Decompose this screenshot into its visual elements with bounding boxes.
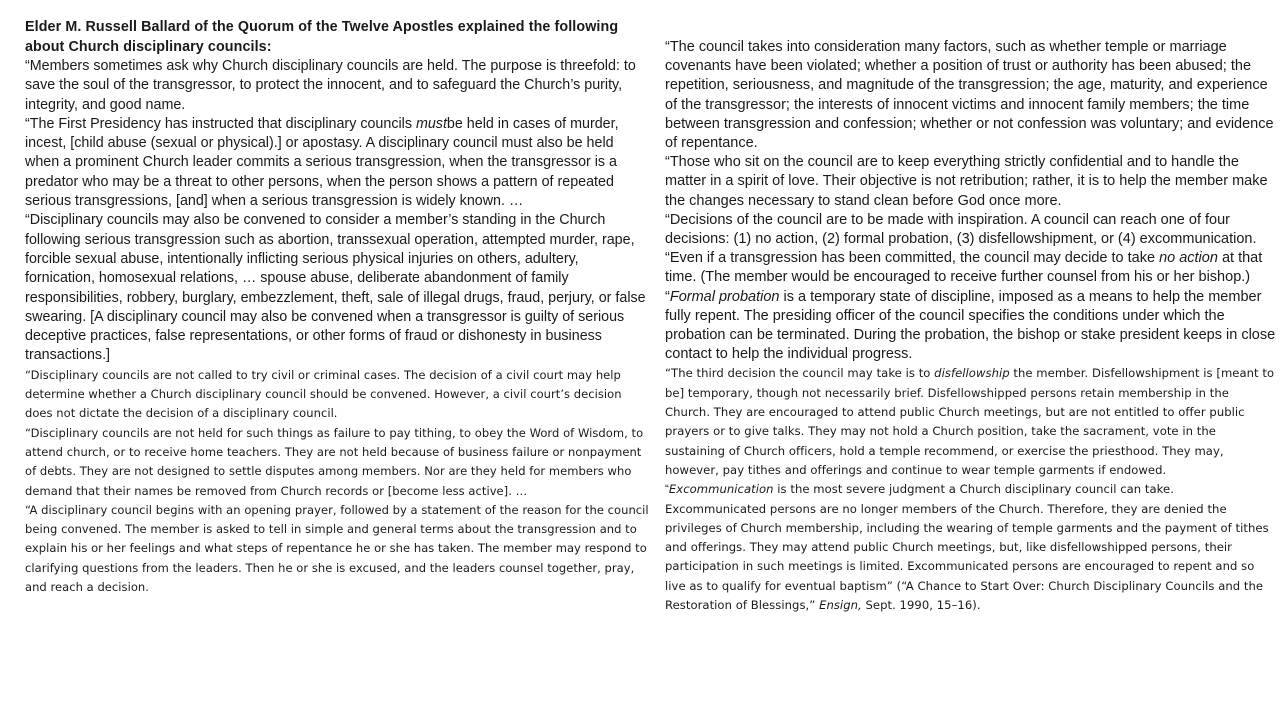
open-quote: “ <box>665 483 669 497</box>
quote-convened-transgressions: “Disciplinary councils may also be convened to consider a member’s standing in the Church following serious transgression such as abortion, transsexual operation, attempted murder, rape, forcible sexual abuse, intentionally inflicting serious physical injuries on others, adultery, fornication, homosexual relations, … spouse abuse, deliberate abandonment of family responsibilities, robbery, burglary, embezzlement, theft, sale of illegal drugs, fraud, perjury, or false swearing. [A disciplinary council may also be convened when a transgressor is guilty of serious deceptive practices, false representations, or other forms of fraud or dishonesty in business transactions.] <box>25 212 646 364</box>
quote-disfellowship <box>665 364 1277 480</box>
citation-date: Sept. 1990, 15–16). <box>861 598 981 613</box>
quote-four-decisions: “Decisions of the council are to be made with inspiration. A council can reach one of four decisions: (1) no action, (2) formal probation, (3) disfellowshipment, or (4) excommunication. <box>665 211 1257 248</box>
quote-no-action-start: “Even if a transgression has been committed, the council may decide to take <box>665 250 1160 267</box>
quote-purpose: “Members sometimes ask why Church disciplinary councils are held. The purpose is threefold: to save the soul of the transgressor, to protect the innocent, and to safeguard the Church’s purity, integrity, and good name. <box>25 58 636 113</box>
quote-disfellowship-start: “The third decision the council may take is to <box>665 366 935 381</box>
quote-excommunication <box>665 480 1277 615</box>
quote-no-action-end: at that time. (The member would be encouraged to receive further counsel from his or her bishop.) <box>665 250 1263 286</box>
emphasis-must: must <box>415 115 447 132</box>
emphasis-excommunication: Excommunication <box>668 482 774 497</box>
quote-council-procedure: “A disciplinary council begins with an opening prayer, followed by a statement of the reason for the council being convened. The member is asked to tell in simple and general terms about the transgression and to explain his or her feelings and what steps of repentance he or she has taken. The member may respond to clarifying questions from the leaders. Then he or she is excused, and the leaders counsel together, pray, and reach a decision. <box>25 502 649 595</box>
quote-confidential: “Those who sit on the council are to keep everything strictly confidential and to handle the matter in a spirit of love. Their objective is not retribution; rather, it is to help the member make the changes necessary to stand clean before God once more. <box>665 154 1268 209</box>
quote-disfellowship-end: the member. Disfellowshipment is [meant to be] temporary, though not necessarily brief. Disfellowshipped persons retain membership in the Church. They are encouraged to attend public Church meetings, but are not entitled to offer public prayers or to give talks. They may not hold a Church position, take the sacrament, vote in the sustaining of Church officers, hold a temple recommend, or exercise the priesthood. They may, however, pay tithes and offerings and continue to wear temple garments if endowed. <box>665 366 1275 477</box>
citation-ensign: Ensign, <box>819 598 862 613</box>
left-column <box>25 18 650 597</box>
right-column <box>665 38 1277 615</box>
quote-formal-probation <box>665 288 1277 365</box>
emphasis-no-action: no action <box>1159 250 1218 267</box>
quote-no-action <box>665 249 1277 287</box>
open-quote: “ <box>665 288 670 305</box>
quote-first-presidency <box>25 115 650 211</box>
quote-first-presidency-start: “The First Presidency has instructed that disciplinary councils <box>25 115 416 132</box>
quote-formal-probation-body: is a temporary state of discipline, imposed as a means to help the member fully repent. The presiding officer of the council specifies the conditions under which the probation can be terminated. During the probation, the bishop or stake president keeps in close contact to help the individual progress. <box>665 288 1276 363</box>
intro-heading: Elder M. Russell Ballard of the Quorum of the Twelve Apostles explained the following about Church disciplinary councils: <box>25 19 619 55</box>
quote-not-held-for: “Disciplinary councils are not held for such things as failure to pay tithing, to obey the Word of Wisdom, to attend church, or to receive home teachers. They are not held because of business failure or nonpayment of debts. They are not designed to settle disputes among members. Nor are they held for members who demand that their names be removed from Church records or [become less active]. … <box>25 425 644 498</box>
emphasis-formal-probation: Formal probation <box>669 288 780 305</box>
quote-first-presidency-end: be held in cases of murder, incest, [child abuse (sexual or physical).] or apostasy. A disciplinary council must also be held when a prominent Church leader commits a serious transgression, when the transgressor is a predator who may be a threat to other persons, when the person shows a pattern of repeated serious transgressions, [and] when a serious transgression is widely known. … <box>25 115 619 210</box>
quote-excommunication-body: is the most severe judgment a Church disciplinary council can take. Excommunicated persons are no longer members of the Church. Therefore, they are denied the privileges of Church membership, including the wearing of temple garments and the payment of tithes and offerings. They may attend public Church meetings, but, like disfellowshipped persons, their participation in such meetings is limited. Excommunicated persons are encouraged to repent and so live as to qualify for eventual baptism” (“A Chance to Start Over: Church Disciplinary Councils and the Restoration of Blessings,” <box>665 482 1269 613</box>
quote-civil-cases: “Disciplinary councils are not called to try civil or criminal cases. The decision of a civil court may help determine whether a Church disciplinary council should be convened. However, a civil court’s decision does not dictate the decision of a disciplinary council. <box>25 367 622 421</box>
quote-factors: “The council takes into consideration many factors, such as whether temple or marriage covenants have been violated; whether a position of trust or authority has been abused; the repetition, seriousness, and magnitude of the transgression; the age, maturity, and experience of the transgressor; the interests of innocent victims and innocent family members; the time between transgression and confession; whether or not confession was voluntary; and evidence of repentance. <box>665 39 1274 152</box>
emphasis-disfellowship: disfellowship <box>934 366 1010 381</box>
